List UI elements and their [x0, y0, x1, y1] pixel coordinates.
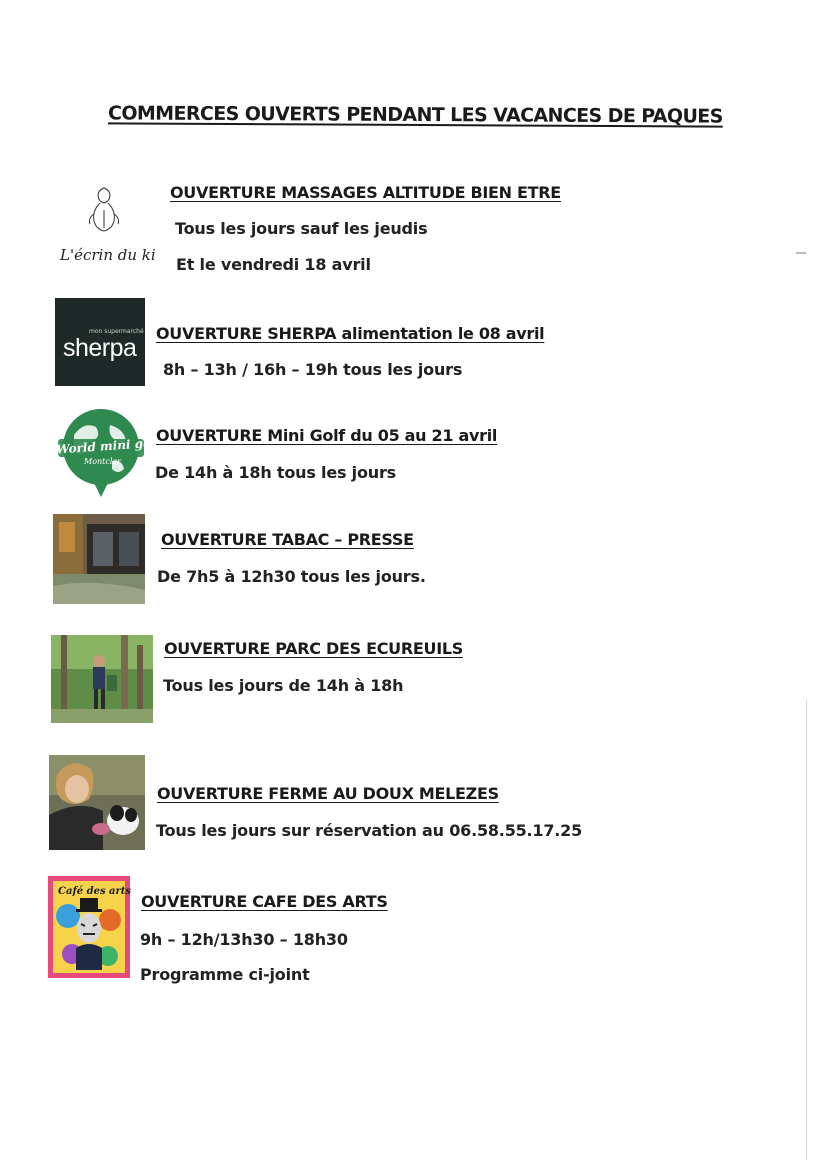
- cafe-des-arts-logo: [48, 876, 130, 978]
- heading-cafe-des-arts: OUVERTURE CAFE DES ARTS: [141, 892, 388, 911]
- heading-ferme: OUVERTURE FERME AU DOUX MELEZES: [157, 784, 499, 803]
- heading-sherpa: OUVERTURE SHERPA alimentation le 08 avril: [156, 324, 545, 343]
- parc-des-ecureuils-photo: [51, 635, 153, 723]
- scan-edge-line: [806, 700, 807, 1160]
- page-title: COMMERCES OUVERTS PENDANT LES VACANCES DE PAQUES: [107, 102, 723, 128]
- hours-parc-des-ecureuils: Tous les jours de 14h à 18h: [163, 676, 404, 695]
- cafe-des-arts-wordmark: Café des arts: [58, 886, 132, 897]
- mini-golf-subtext: Montclar: [84, 457, 122, 466]
- heading-massages: OUVERTURE MASSAGES ALTITUDE BIEN ETRE: [170, 183, 561, 202]
- hours-tabac-presse: De 7h5 à 12h30 tous les jours.: [157, 567, 426, 586]
- heading-parc-des-ecureuils: OUVERTURE PARC DES ECUREUILS: [164, 639, 463, 658]
- ferme-photo: [49, 755, 145, 850]
- heading-mini-golf: OUVERTURE Mini Golf du 05 au 21 avril: [156, 426, 498, 445]
- ecrin-du-ki-logo: [56, 182, 156, 272]
- sherpa-wordmark: sherpa: [63, 334, 137, 362]
- sherpa-tagline: mon supermarché: [89, 328, 144, 335]
- hours-mini-golf: De 14h à 18h tous les jours: [155, 463, 396, 482]
- hours-sherpa: 8h – 13h / 16h – 19h tous les jours: [163, 360, 463, 379]
- sherpa-logo: [55, 298, 145, 386]
- hours-ferme: Tous les jours sur réservation au 06.58.55.17.25: [156, 821, 583, 840]
- scan-speck: [796, 252, 806, 254]
- hours-massages-2: Et le vendredi 18 avril: [176, 255, 371, 274]
- world-mini-golf-logo: [54, 405, 162, 497]
- tabac-presse-photo: [53, 514, 145, 604]
- hours-massages-1: Tous les jours sauf les jeudis: [175, 219, 428, 238]
- ecrin-du-ki-text: L'écrin du ki: [60, 246, 156, 264]
- heading-tabac-presse: OUVERTURE TABAC – PRESSE: [161, 530, 414, 549]
- hours-cafe-des-arts: 9h – 12h/13h30 – 18h30: [140, 930, 348, 949]
- programme-cafe-des-arts: Programme ci-joint: [140, 965, 310, 984]
- mini-golf-wordmark: World mini golf: [55, 435, 162, 457]
